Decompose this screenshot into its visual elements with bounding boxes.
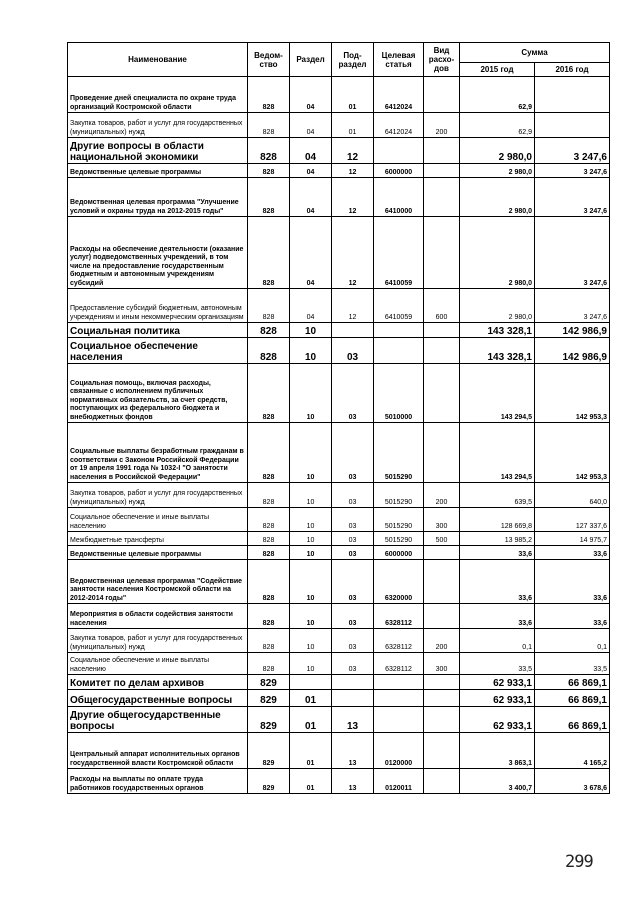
cell-target: 5015290: [374, 508, 424, 532]
header-name: Наименование: [68, 43, 248, 77]
cell-section: 01: [290, 690, 332, 707]
table-row: [68, 423, 610, 483]
cell-section: 10: [290, 604, 332, 629]
cell-2016: 3 247,6: [535, 164, 610, 178]
cell-section: 01: [290, 733, 332, 769]
cell-name: Ведомственная целевая программа "Содействие занятости населения Костромской области на 2012-2014 годы": [68, 560, 248, 604]
header-subsection: Под- раздел: [332, 43, 374, 77]
cell-subsection: 03: [332, 604, 374, 629]
cell-target: 6000000: [374, 164, 424, 178]
cell-2016: 640,0: [535, 483, 610, 508]
cell-target: 5015290: [374, 423, 424, 483]
table-row: [68, 653, 610, 675]
header-section: Раздел: [290, 43, 332, 77]
cell-dept: 828: [248, 532, 290, 546]
cell-subsection: 01: [332, 113, 374, 138]
cell-section: 04: [290, 217, 332, 289]
cell-2015: 62,9: [460, 113, 535, 138]
cell-target: 6412024: [374, 77, 424, 113]
cell-type: [424, 690, 460, 707]
cell-type: 200: [424, 483, 460, 508]
cell-section: 10: [290, 423, 332, 483]
table-row: [68, 560, 610, 604]
cell-subsection: 13: [332, 707, 374, 733]
cell-section: 10: [290, 508, 332, 532]
cell-dept: 828: [248, 653, 290, 675]
cell-2016: [535, 77, 610, 113]
cell-name: Мероприятия в области содействия занятости населения: [68, 604, 248, 629]
table-row: [68, 338, 610, 364]
cell-dept: 828: [248, 217, 290, 289]
cell-target: 5015290: [374, 532, 424, 546]
cell-section: 10: [290, 483, 332, 508]
cell-type: [424, 338, 460, 364]
table-row: [68, 707, 610, 733]
cell-type: [424, 733, 460, 769]
cell-section: 10: [290, 629, 332, 653]
cell-type: [424, 604, 460, 629]
cell-section: [290, 675, 332, 690]
cell-type: 600: [424, 289, 460, 323]
cell-target: 6410059: [374, 217, 424, 289]
cell-dept: 829: [248, 707, 290, 733]
cell-subsection: 03: [332, 653, 374, 675]
cell-section: 04: [290, 164, 332, 178]
cell-2016: 66 869,1: [535, 707, 610, 733]
cell-2016: 33,6: [535, 560, 610, 604]
cell-name: Другие общегосударственные вопросы: [68, 707, 248, 733]
cell-2016: 3 247,6: [535, 289, 610, 323]
cell-dept: 828: [248, 77, 290, 113]
cell-2016: 3 247,6: [535, 178, 610, 217]
cell-subsection: 03: [332, 508, 374, 532]
cell-subsection: 12: [332, 217, 374, 289]
cell-dept: 828: [248, 508, 290, 532]
cell-name: Социальная политика: [68, 323, 248, 338]
cell-target: 6412024: [374, 113, 424, 138]
cell-2015: 2 980,0: [460, 178, 535, 217]
cell-2015: 143 294,5: [460, 423, 535, 483]
cell-subsection: 03: [332, 364, 374, 423]
cell-name: Другие вопросы в области национальной экономики: [68, 138, 248, 164]
cell-2015: 13 985,2: [460, 532, 535, 546]
cell-dept: 828: [248, 560, 290, 604]
cell-type: [424, 560, 460, 604]
cell-target: [374, 138, 424, 164]
cell-dept: 828: [248, 289, 290, 323]
cell-section: 10: [290, 323, 332, 338]
cell-2015: 143 328,1: [460, 323, 535, 338]
cell-name: Социальные выплаты безработным гражданам в соответствии с Законом Российской Федерации от 19 апреля 1991 года № 1032-I "О занятости населения в Российской Федерации": [68, 423, 248, 483]
cell-type: [424, 217, 460, 289]
cell-2016: 0,1: [535, 629, 610, 653]
cell-target: [374, 675, 424, 690]
cell-subsection: 03: [332, 546, 374, 560]
cell-section: 10: [290, 560, 332, 604]
table-header: [68, 43, 610, 77]
cell-section: 10: [290, 532, 332, 546]
cell-type: [424, 178, 460, 217]
header-type: Вид расхо- дов: [424, 43, 460, 77]
cell-section: 10: [290, 364, 332, 423]
cell-2015: 128 669,8: [460, 508, 535, 532]
cell-name: Расходы на выплаты по оплате труда работников государственных органов: [68, 769, 248, 794]
cell-type: [424, 707, 460, 733]
cell-type: 300: [424, 653, 460, 675]
cell-type: [424, 423, 460, 483]
cell-dept: 829: [248, 675, 290, 690]
cell-name: Закупка товаров, работ и услуг для государственных (муниципальных) нужд: [68, 113, 248, 138]
table-row: [68, 604, 610, 629]
cell-subsection: 12: [332, 164, 374, 178]
cell-target: 6328112: [374, 604, 424, 629]
cell-subsection: 12: [332, 138, 374, 164]
cell-2015: 0,1: [460, 629, 535, 653]
cell-name: Ведомственные целевые программы: [68, 164, 248, 178]
header-target: Целевая статья: [374, 43, 424, 77]
cell-type: 200: [424, 629, 460, 653]
cell-dept: 828: [248, 138, 290, 164]
cell-name: Общегосударственные вопросы: [68, 690, 248, 707]
cell-subsection: 03: [332, 423, 374, 483]
cell-2015: 2 980,0: [460, 289, 535, 323]
cell-name: Комитет по делам архивов: [68, 675, 248, 690]
cell-2015: 62,9: [460, 77, 535, 113]
cell-dept: 828: [248, 338, 290, 364]
table-row: [68, 733, 610, 769]
cell-target: [374, 707, 424, 733]
table-row: [68, 690, 610, 707]
cell-subsection: [332, 690, 374, 707]
cell-type: [424, 77, 460, 113]
cell-name: Межбюджетные трансферты: [68, 532, 248, 546]
header-2016: 2016 год: [535, 63, 610, 77]
cell-2016: 66 869,1: [535, 690, 610, 707]
cell-type: [424, 164, 460, 178]
cell-section: 01: [290, 707, 332, 733]
cell-dept: 828: [248, 113, 290, 138]
cell-2016: [535, 113, 610, 138]
table-row: [68, 483, 610, 508]
cell-type: [424, 364, 460, 423]
cell-subsection: 03: [332, 629, 374, 653]
cell-name: Проведение дней специалиста по охране труда организаций Костромской области: [68, 77, 248, 113]
cell-section: 04: [290, 178, 332, 217]
cell-type: [424, 546, 460, 560]
cell-name: Социальная помощь, включая расходы, связанные с исполнением публичных нормативных обязательств, за счет средств, поступающих из федерального бюджета и внебюджетных фондов: [68, 364, 248, 423]
table-row: [68, 769, 610, 794]
cell-type: [424, 323, 460, 338]
table-row: [68, 546, 610, 560]
cell-type: 500: [424, 532, 460, 546]
cell-target: 0120011: [374, 769, 424, 794]
cell-name: Социальное обеспечение населения: [68, 338, 248, 364]
cell-2016: 4 165,2: [535, 733, 610, 769]
cell-dept: 828: [248, 483, 290, 508]
cell-subsection: 03: [332, 560, 374, 604]
cell-section: 01: [290, 769, 332, 794]
cell-subsection: 01: [332, 77, 374, 113]
table-row: [68, 532, 610, 546]
cell-subsection: 12: [332, 178, 374, 217]
cell-name: Ведомственные целевые программы: [68, 546, 248, 560]
cell-target: 0120000: [374, 733, 424, 769]
cell-name: Закупка товаров, работ и услуг для государственных (муниципальных) нужд: [68, 483, 248, 508]
cell-target: 6410000: [374, 178, 424, 217]
cell-name: Социальное обеспечение и иные выплаты населению: [68, 653, 248, 675]
cell-section: 10: [290, 338, 332, 364]
cell-dept: 828: [248, 178, 290, 217]
table-row: [68, 164, 610, 178]
cell-dept: 829: [248, 733, 290, 769]
cell-subsection: 03: [332, 483, 374, 508]
cell-2015: 3 400,7: [460, 769, 535, 794]
cell-section: 04: [290, 138, 332, 164]
cell-2015: 3 863,1: [460, 733, 535, 769]
cell-name: Расходы на обеспечение деятельности (оказание услуг) подведомственных учреждений, в том числе на предоставление государственным бюджетным и автономным учреждениям субсидий: [68, 217, 248, 289]
cell-type: [424, 769, 460, 794]
table-row: [68, 138, 610, 164]
cell-dept: 828: [248, 629, 290, 653]
cell-2016: 3 247,6: [535, 217, 610, 289]
table-row: [68, 113, 610, 138]
cell-2016: 33,6: [535, 604, 610, 629]
cell-2016: 3 678,6: [535, 769, 610, 794]
cell-type: [424, 675, 460, 690]
cell-section: 10: [290, 546, 332, 560]
cell-target: [374, 323, 424, 338]
cell-target: 6328112: [374, 629, 424, 653]
table-row: [68, 323, 610, 338]
table-row: [68, 675, 610, 690]
cell-section: 04: [290, 113, 332, 138]
cell-dept: 829: [248, 690, 290, 707]
cell-type: 300: [424, 508, 460, 532]
cell-target: 6328112: [374, 653, 424, 675]
table-row: [68, 364, 610, 423]
cell-dept: 829: [248, 769, 290, 794]
cell-target: 5010000: [374, 364, 424, 423]
cell-target: 5015290: [374, 483, 424, 508]
cell-2016: 66 869,1: [535, 675, 610, 690]
cell-name: Центральный аппарат исполнительных органов государственной власти Костромской области: [68, 733, 248, 769]
cell-2015: 143 294,5: [460, 364, 535, 423]
cell-subsection: [332, 675, 374, 690]
cell-2016: 14 975,7: [535, 532, 610, 546]
cell-2015: 33,5: [460, 653, 535, 675]
cell-subsection: 03: [332, 338, 374, 364]
cell-name: Социальное обеспечение и иные выплаты населению: [68, 508, 248, 532]
table-row: [68, 77, 610, 113]
cell-name: Закупка товаров, работ и услуг для государственных (муниципальных) нужд: [68, 629, 248, 653]
table-row: [68, 217, 610, 289]
cell-subsection: 12: [332, 289, 374, 323]
table-body: [68, 77, 610, 794]
cell-subsection: 03: [332, 532, 374, 546]
cell-2016: 3 247,6: [535, 138, 610, 164]
cell-2015: 639,5: [460, 483, 535, 508]
table-row: [68, 508, 610, 532]
cell-subsection: 13: [332, 769, 374, 794]
cell-dept: 828: [248, 164, 290, 178]
cell-target: 6410059: [374, 289, 424, 323]
cell-target: 6000000: [374, 546, 424, 560]
header-dept: Ведом- ство: [248, 43, 290, 77]
cell-2015: 2 980,0: [460, 138, 535, 164]
table-row: [68, 289, 610, 323]
cell-2015: 33,6: [460, 546, 535, 560]
cell-dept: 828: [248, 364, 290, 423]
cell-2016: 142 953,3: [535, 423, 610, 483]
cell-2015: 62 933,1: [460, 690, 535, 707]
cell-dept: 828: [248, 604, 290, 629]
cell-target: [374, 690, 424, 707]
table-row: [68, 178, 610, 217]
cell-2016: 142 986,9: [535, 338, 610, 364]
cell-section: 04: [290, 77, 332, 113]
header-sum: Сумма: [460, 43, 610, 63]
cell-target: 6320000: [374, 560, 424, 604]
cell-type: [424, 138, 460, 164]
cell-section: 10: [290, 653, 332, 675]
cell-name: Предоставление субсидий бюджетным, автономным учреждениям и иным некоммерческим организациям: [68, 289, 248, 323]
cell-2016: 127 337,6: [535, 508, 610, 532]
cell-dept: 828: [248, 423, 290, 483]
cell-type: 200: [424, 113, 460, 138]
cell-2015: 33,6: [460, 560, 535, 604]
cell-2015: 62 933,1: [460, 707, 535, 733]
cell-2015: 2 980,0: [460, 164, 535, 178]
budget-table: [67, 42, 610, 794]
cell-name: Ведомственная целевая программа "Улучшение условий и охраны труда на 2012-2015 годы": [68, 178, 248, 217]
cell-subsection: [332, 323, 374, 338]
cell-2016: 33,5: [535, 653, 610, 675]
cell-section: 04: [290, 289, 332, 323]
cell-2016: 33,6: [535, 546, 610, 560]
cell-target: [374, 338, 424, 364]
cell-2016: 142 953,3: [535, 364, 610, 423]
table-row: [68, 629, 610, 653]
cell-2015: 33,6: [460, 604, 535, 629]
cell-2015: 62 933,1: [460, 675, 535, 690]
cell-dept: 828: [248, 546, 290, 560]
cell-2016: 142 986,9: [535, 323, 610, 338]
cell-2015: 143 328,1: [460, 338, 535, 364]
header-2015: 2015 год: [460, 63, 535, 77]
cell-2015: 2 980,0: [460, 217, 535, 289]
page-number: 299: [565, 852, 593, 872]
cell-subsection: 13: [332, 733, 374, 769]
cell-dept: 828: [248, 323, 290, 338]
